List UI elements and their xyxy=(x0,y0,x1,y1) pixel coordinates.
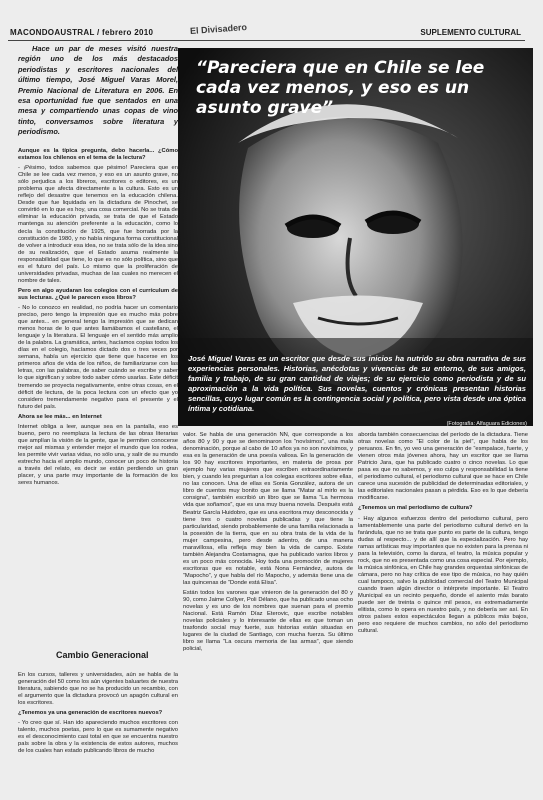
column-2-text: valor. Se habla de una generación NN, que corresponde a los años 80 y 90 y que se denominaron los “novísimos”, una mala denominación, porque al cabo de 10 años ya no son novísimos, y esa es la generación de una poesía valiosa. En la generación de los 90 hay escritores importantes, en materia de prosa por ejemplo hay varias mujeres que escriben extraordinariamente bien, y cuando les preguntan a los colegas escritores sobre ellas, no las conocen. Una de ellas es Sonia González, autora de un libro de cuentos muy bonito que se llama “Matar al mirlo es la consigna”, también escribió un libro que se llama “La hermosa vida que soñamos”, que es una muy buena novela. Después está Beatriz García Huidobro, que es una escritora muy desconocida y tiene tres o cuatro novelas publicadas y que tiene la particularidad, siendo probablemente de una familia relacionada a la posesión de la tierra, que en su obra trata de la vida de la mujer campesina, pero desde adentro, de una manera maravillosa, ella refleja muy bien la vida de campo. Existe también Alejandra Costamagna, que ha publicado varios libros y es un poco más conocida. Hoy toda una promoción de mujeres escritoras que es notable, está Nona Fernández, autora de “Mapocho”, y que habla del río Mapocho, y además tiene una de las quincenas de “Donde está Elisa”. xyxy=(183,432,353,586)
question-1: Aunque es la típica pregunta, debo hacerla... ¿Cómo estamos los chilenos en el tema de la lectura? xyxy=(18,148,178,162)
article-column-3 xyxy=(358,432,528,792)
intro-paragraph: Hace un par de meses visitó nuestra región uno de los más destacados periodistas y escritores nacionales del último tiempo, José Miguel Varas Morel, Premio Nacional de Literatura en 2006. En esa oportunidad fue que sentados en una mesa y compartiendo unas copas de vino tinto, conversamos sobre literatura y periodismo. xyxy=(18,44,178,137)
stamp-text: El Divisadero xyxy=(189,22,248,36)
header-rule xyxy=(8,40,525,41)
article-column-2 xyxy=(183,432,353,792)
answer-4: En los cursos, talleres y universidades, aún se habla de la generación del 50 como los aún vigentes baluartes de nuestra literatura, sabiendo que no se ha producido un recambio, con el argumento que la dictadura provocó un apagón cultural en los escritores. xyxy=(18,672,178,707)
column-3-text: aborda también consecuencias del período de la dictadura. Tiene otras novelas como “El color de la piel”, que habla de los peruanos. En fin, yo veo una generación de “esmpalace, fuerte, y vienen otros más jóvenes ahora, hay un escritor que se llama Patricio Jara, que ha publicado cuatro o cinco novelas. Lo que pasa es que no sabemos, y eso culpa y responsabilidad la tiene el periodismo cultural, el periodismo cultural que se hace en Chile carece una sucesión de publicidad de determinadas editoriales, y las editoriales nacionales pasan a pérdida. Eso es lo que debería modificarse. xyxy=(358,432,528,502)
column-2-text-2: Están todos los varones que vinieron de la generación del 80 y 90, como Jaime Collyer, Poli Délano, que ha publicado unas ocho novelas y es uno de los nombres que suenan para el premio Nacional. Está Ramón Díaz Eterovic, que escribe notables novelas policiales y lo interesante de ellas es que toman un trasfondo social muy fuerte, sus historias están situadas en lugares de la ciudad de Santiago, con mucha fuerza. Su último libro se llama “La oscura memoria de las armas”, que siendo policial, xyxy=(183,590,353,653)
photo-caption: José Miguel Varas es un escritor que desde sus inicios ha nutrido su obra narrativa de sus experiencias personales. Historias, anécdotas y vivencias de su entorno, de sus amigos, familia y trabajo, de su gran cantidad de viajes; de su ejercicio como periodista y de su aproximación a la vida política. Sus novelas, cuentos y crónicas presentan historias sencillas, cuyo lugar común es la contingencia social y política, pero vista desde una óptica íntima y cotidiana. xyxy=(188,354,526,413)
photo-credit: (Fotografía: Alfaguara Ediciones) xyxy=(446,421,527,427)
question-6: ¿Tenemos un mal periodismo de cultura? xyxy=(358,505,473,512)
answer-2: - No lo conozco en realidad, no podría hacer un comentario preciso, pero tengo la impresión que es mucho más pobre que antes... en general tengo la impresión que se dedican menos horas de lo que antes llamábamos el castellano, el lenguaje y la literatura. El lenguaje en el sentido más amplio de la palabra. La gramática, antes, hacíamos copias todos los días en el colegio, hacíamos dictado dos o tres veces por semana, había un ejercicio que tiene que hacerse en los primeros años de vida de los niños, de familiarizarse con las letras, con las palabras, de saber cuándo se escribe y saber lo que significan y sobre todo saber cómo usarlas. Este déficit tremendo se proyecta negativamente, entre otras cosas, en el déficit de lectura, de la poca lectura con un efecto que yo considero tremendamente negativo para el presente y el futuro del país. xyxy=(18,304,178,410)
question-2: Pero en algo ayudaran los colegios con el currículum de sus lecturas. ¿Qué le parecen esos libros? xyxy=(18,287,178,301)
question-3: Ahora se lee más... en Internet xyxy=(18,413,102,420)
question-5: ¿Tenemos ya una generación de escritores nuevos? xyxy=(18,710,163,717)
answer-5: - Yo creo que sí. Han ido apareciendo muchos escritores con talento, muchos poetas, pero lo que es sumamente negativo es el desconocimiento casi total en que se encuentra nuestro país sobre la obra y la existencia de estos autores, muchos de los cuales han estado publicando libros de mucho xyxy=(18,720,178,755)
article-column-1b xyxy=(18,672,178,792)
issue-header: MACONDOAUSTRAL / febrero 2010 xyxy=(10,28,154,37)
section-title: Cambio Generacional xyxy=(56,650,149,660)
article-column-1 xyxy=(18,148,178,614)
headline: “Pareciera que en Chile se lee cada vez menos, y eso es un asunto grave” xyxy=(196,58,485,118)
answer-3: Internet obliga a leer, aunque sea en la pantalla, eso es bueno, pero no reemplaza la lectura de las obras literarias que amplían la visión de la gente, que le permiten conocerse mejor así mismas y entender mejor el mundo que los rodea, les permite vivir varias vidas, no sólo una, y salir de su mundo estrecho hacia el amplio mundo, conocer un poco de historia a través del relato, es decir se están perdiendo un gran placer, y una parte muy importante de la formación de los seres humanos. xyxy=(18,423,178,487)
answer-6: - Hay algunos esfuerzos dentro del periodismo cultural, pero lamentablemente una parte del periodismo cultural derivó en la farándula, que no se trata que punto es parte de la cultura, tengo dudas al respecto... y de allí que la especialización. Pero hay ramas artísticas muy importantes que no existen para la prensa ni para la televisión, como la danza, el teatro, la música popular y rock, que no es presentada como una cosa especial. Por ejemplo, la música sinfónica, en Chile hay grandes orquestas sinfónicas de cámara, pero no hay crítica de ese tipo de música, no hay quién cual tampoco, salvo la publicidad comercial del Teatro Municipal cuando traen algún director o intérprete importante. El Teatro Municipal es un recinto pequeño, donde el asiento más barato puede ser de treinta o quince mil pesos, es extremadamente elitista, como lo opera en nuestro país, y no debería ser así. En otros países estos espectáculos llegan a públicos más bajos, pero eso requiere de muchos cambios, no sólo del periodismo cultural. xyxy=(358,515,528,635)
section-header: SUPLEMENTO CULTURAL xyxy=(420,28,521,37)
answer-1: - ¡Pésimo, todos sabemos que pésimo! Pareciera que en Chile se lee cada vez menos, y eso es un asunto grave, no sólo perjudica a los libreros, escritores o editores, es un problema que afecta directamente a la cultura. Esto es un reflejo del desastre que tenemos en la educación chilena. Desde que fue liquidada en la dictadura de Pinochet, se convirtió en lo que es hoy, una cosa comercial. No se trata de eliminar la educación privada, se trata de que el Estado mantenga su atención preferente a la educación, como lo decía la constitución de 1925, que fue borrada por la constitución de 1980, y no había ninguna forma constitucional de volver a introducir esa idea, no se trata sólo de la idea sino de su realización, que el Estado asuma realmente la responsabilidad que tiene, lo que es no sólo política, sino que es el futuro del país. Lo mismo que la proliferación de universidades privadas, muchas de las cuales no merecen el nombre de tales. xyxy=(18,165,178,284)
